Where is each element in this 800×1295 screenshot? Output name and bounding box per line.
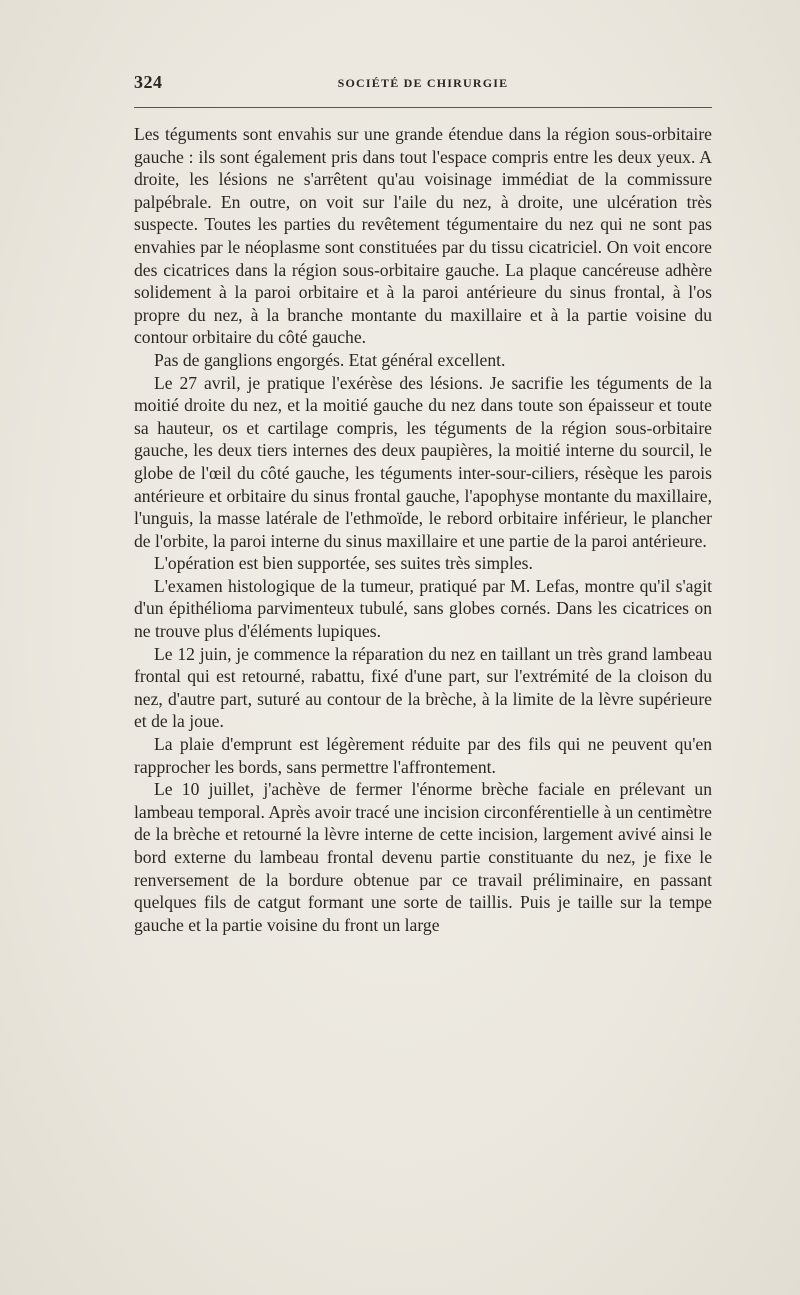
paragraph-5: L'examen histologique de la tumeur, pratiqué par M. Lefas, montre qu'il s'agit d'un épithélioma parvimenteux tubulé, sans globes cornés. Dans les cicatrices on ne trouve plus d'éléments lupiques.	[134, 575, 712, 642]
page-header	[134, 72, 712, 96]
paragraph-2: Pas de ganglions engorgés. Etat général excellent.	[154, 349, 506, 370]
paragraph-3: Le 27 avril, je pratique l'exérèse des lésions. Je sacrifie les téguments de la moitié droite du nez, et la moitié gauche du nez dans toute son épaisseur et toute sa hauteur, os et cartilage compris, les téguments de la région sous-orbitaire gauche, les deux tiers internes des deux paupières, la moitié interne du sourcil, le globe de l'œil du côté gauche, les téguments inter-sour-ciliers, résèque les parois antérieure et orbitaire du sinus frontal gauche, l'apophyse montante du maxillaire, l'unguis, la masse latérale de l'ethmoïde, le rebord orbitaire inférieur, le plancher de l'orbite, la paroi interne du sinus maxillaire et une partie de la paroi antérieure.	[134, 372, 712, 551]
paragraph-1: Les téguments sont envahis sur une grande étendue dans la région sous-orbitaire gauche : ils sont également pris dans tout l'espace compris entre les deux yeux. A droite, les lésions ne s'arrêtent qu'au voisinage immédiat de la commissure palpébrale. En outre, on voit sur l'aile du nez, à droite, une ulcération très suspecte. Toutes les parties du revêtement tégumentaire du nez qui ne sont pas envahies par le néoplasme sont constituées par du tissu cicatriciel. On voit encore des cicatrices dans la région sous-orbitaire gauche. La plaque cancéreuse adhère solidement à la paroi orbitaire et à la paroi antérieure du sinus frontal, à l'os propre du nez, à la branche montante du maxillaire et à la partie voisine du contour orbitaire du côté gauche.	[134, 124, 712, 348]
page-number: 324	[134, 72, 163, 92]
body-text	[134, 123, 712, 936]
header-divider	[134, 107, 712, 108]
running-title: SOCIÉTÉ DE CHIRURGIE	[337, 76, 509, 90]
paragraph-4: L'opération est bien supportée, ses suites très simples.	[154, 553, 533, 574]
paragraph-8: Le 10 juillet, j'achève de fermer l'énorme brèche faciale en prélevant un lambeau temporal. Après avoir tracé une incision circonférentielle à un centimètre de la brèche et retourné la lèvre interne de cette incision, largement avivé ainsi le bord externe du lambeau frontal devenu partie constituante du nez, je fixe le renversement de la bordure obtenue par ce travail préliminaire, en passant quelques fils de catgut formant une sorte de taillis. Puis je taille sur la tempe gauche et la partie voisine du front un large	[134, 779, 712, 935]
paragraph-7: La plaie d'emprunt est légèrement réduite par des fils qui ne peuvent qu'en rapprocher les bords, sans permettre l'affrontement.	[134, 734, 712, 777]
paragraph-6: Le 12 juin, je commence la réparation du nez en taillant un très grand lambeau frontal qui est retourné, rabattu, fixé d'une part, sur l'extrémité de la cloison du nez, d'autre part, suturé au contour de la brèche, à la limite de la lèvre supérieure et de la joue.	[134, 643, 712, 732]
